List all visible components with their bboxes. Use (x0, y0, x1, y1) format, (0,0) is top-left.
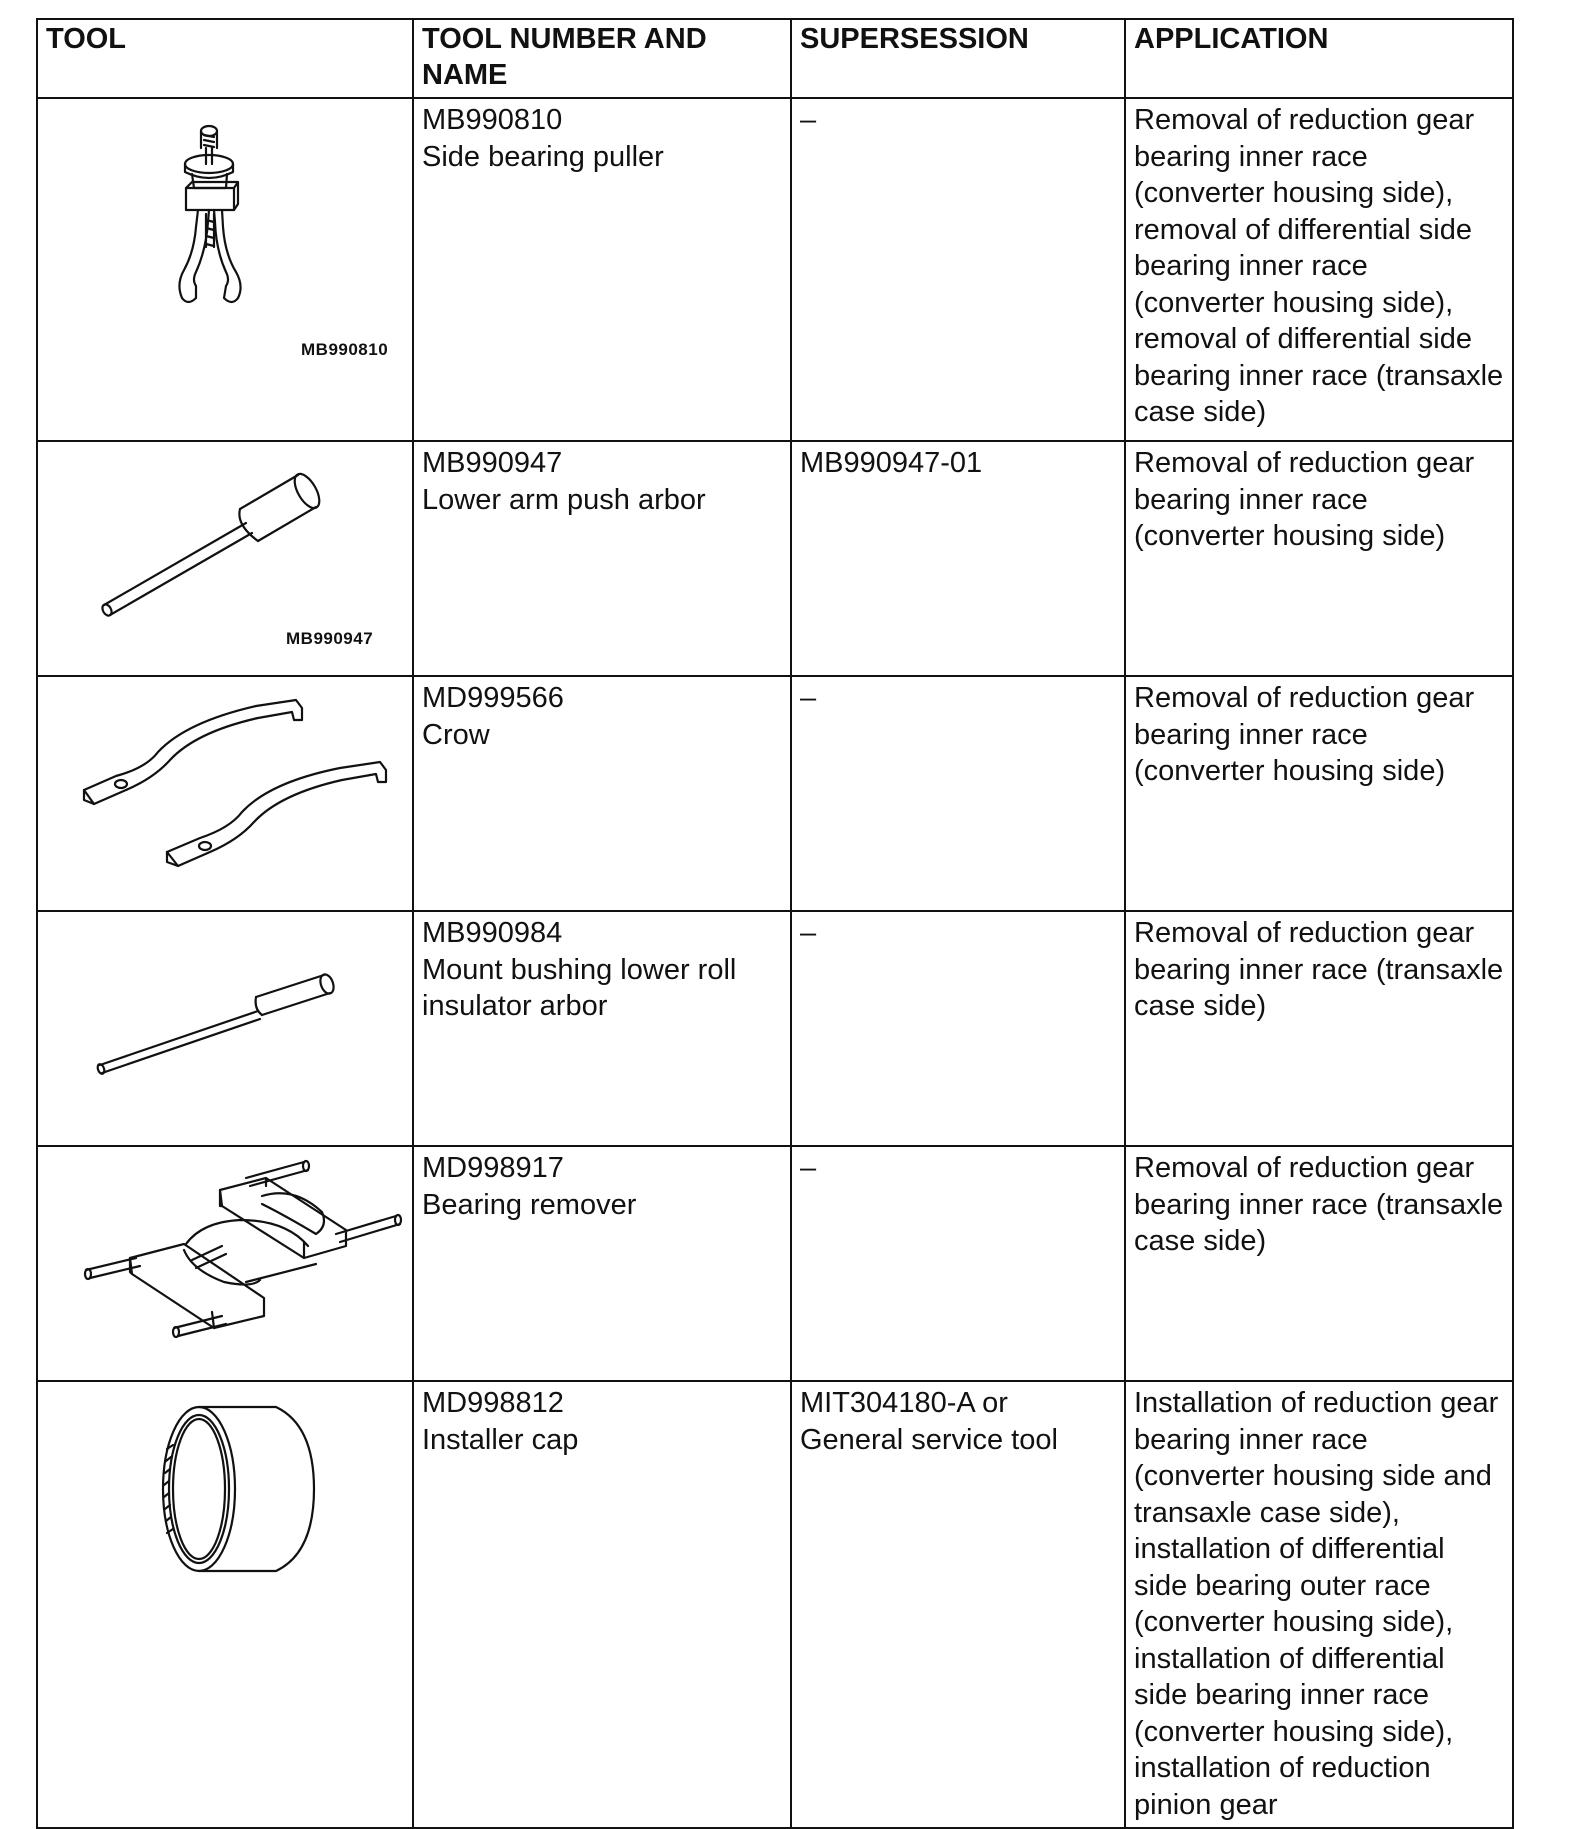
tool-number-name-cell (413, 98, 791, 441)
application-cell: Installation of reduction gear bearing inner race (converter housing side and transaxle case side), installation of differential side bearing outer race (converter housing side), installation of differential side bearing inner race (converter housing side), installation of reduction pinion gear (1125, 1381, 1513, 1828)
tool-number-name-cell (413, 1381, 791, 1828)
application-cell: Removal of reduction gear bearing inner race (converter housing side) (1125, 441, 1513, 676)
header-tool: TOOL (37, 19, 413, 98)
supersession-cell: – (791, 911, 1125, 1146)
tool-name: Lower arm push arbor (422, 483, 706, 516)
special-tools-table (36, 18, 1514, 1829)
tool-name: Installer cap (422, 1423, 579, 1456)
tool-image-cell (37, 676, 413, 911)
side-bearing-puller-illustration (46, 102, 422, 440)
table-row (37, 911, 1513, 1146)
header-application: APPLICATION (1125, 19, 1513, 98)
table-row (37, 98, 1513, 441)
tool-image-cell (37, 1146, 413, 1381)
supersession-cell: MB990947-01 (791, 441, 1125, 676)
tool-number: MD999566 (422, 682, 564, 714)
tool-number-name-cell (413, 441, 791, 676)
supersession-cell: – (791, 676, 1125, 911)
table-row (37, 441, 1513, 676)
mount-bushing-arbor-illustration (46, 915, 422, 1145)
table-header-row (37, 19, 1513, 98)
crow-illustration (46, 680, 422, 910)
tool-image-label: MB990810 (301, 340, 389, 359)
tool-number: MB990984 (422, 917, 563, 949)
tool-image-cell (37, 1381, 413, 1828)
header-tool-number-and-name: TOOL NUMBER AND NAME (413, 19, 791, 98)
supersession-cell: – (791, 98, 1125, 441)
tool-number-name-cell (413, 676, 791, 911)
tool-image-cell (37, 98, 413, 441)
supersession-cell: MIT304180-A or General service tool (791, 1381, 1125, 1828)
bearing-remover-illustration (46, 1150, 422, 1380)
tool-image-label: MB990947 (286, 629, 374, 648)
table-row (37, 1146, 1513, 1381)
tool-name: Bearing remover (422, 1188, 637, 1221)
tool-image-cell (37, 441, 413, 676)
tool-name: Mount bushing lower roll insulator arbor (422, 953, 737, 1022)
tool-number: MB990947 (422, 447, 563, 479)
tool-name: Side bearing puller (422, 140, 664, 173)
tool-number: MD998812 (422, 1387, 564, 1419)
tool-number: MD998917 (422, 1152, 564, 1184)
application-cell: Removal of reduction gear bearing inner race (transaxle case side) (1125, 1146, 1513, 1381)
supersession-cell: – (791, 1146, 1125, 1381)
tool-image-cell (37, 911, 413, 1146)
tool-number: MB990810 (422, 104, 563, 136)
header-supersession: SUPERSESSION (791, 19, 1125, 98)
tool-name: Crow (422, 718, 490, 751)
tool-number-name-cell (413, 1146, 791, 1381)
application-cell: Removal of reduction gear bearing inner race (transaxle case side) (1125, 911, 1513, 1146)
installer-cap-illustration (46, 1385, 422, 1827)
application-cell: Removal of reduction gear bearing inner race (converter housing side) (1125, 676, 1513, 911)
table-row (37, 1381, 1513, 1828)
tool-number-name-cell (413, 911, 791, 1146)
application-cell: Removal of reduction gear bearing inner race (converter housing side), removal of differential side bearing inner race (converter housing side), removal of differential side bearing inner race (transaxle case side) (1125, 98, 1513, 441)
table-row (37, 676, 1513, 911)
